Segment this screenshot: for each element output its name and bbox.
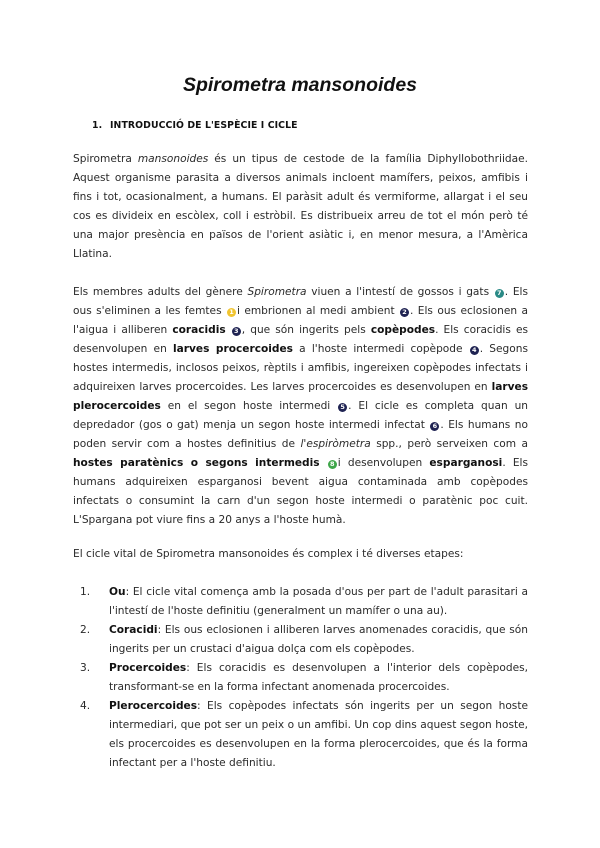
text-run-bold: coracidis bbox=[172, 324, 226, 336]
lifecycle-paragraph bbox=[73, 283, 528, 530]
text-run: i desenvolupen bbox=[337, 457, 430, 469]
text-run-italic: Spirometra bbox=[247, 286, 307, 298]
list-item bbox=[80, 697, 528, 773]
list-text: : Els copèpodes infectats són ingerits per un segon hoste intermediari, que pot ser un peix o un amfibi. Un cop dins aquest segon hoste, els procercoides es desenvolupen en la forma plerocercoides, que és la forma infectant per a l'hoste definitiu. bbox=[109, 700, 528, 769]
stages-list bbox=[80, 583, 528, 773]
step-badge-icon: 1 bbox=[227, 308, 236, 317]
step-badge-icon: 6 bbox=[430, 422, 439, 431]
text-run: viuen a l'intestí de gossos i gats bbox=[306, 286, 494, 298]
list-term: Procercoides bbox=[109, 662, 187, 674]
list-item bbox=[80, 659, 528, 697]
text-run-italic: l'espiròmetra bbox=[300, 438, 371, 450]
text-run: spp., però serveixen com a bbox=[370, 438, 528, 450]
section-label: INTRODUCCIÓ DE L'ESPÈCIE I CICLE bbox=[110, 120, 298, 131]
text-run-bold: hostes paratènics o segons intermedis bbox=[73, 457, 320, 469]
text-run: a l'hoste intermedi copèpode bbox=[292, 343, 469, 355]
step-badge-icon: 2 bbox=[400, 308, 409, 317]
list-number: 4. bbox=[80, 700, 91, 712]
text-run: i embrionen al medi ambient bbox=[236, 305, 400, 317]
text-run-bold: larves plerocercoides bbox=[73, 381, 528, 412]
step-badge-icon: 3 bbox=[232, 327, 241, 336]
list-term: Coracidi bbox=[109, 624, 158, 636]
step-badge-icon: 5 bbox=[338, 403, 347, 412]
text-run: . Els ous s'eliminen a les femtes bbox=[73, 286, 528, 317]
text-run-bold: esparganosi bbox=[429, 457, 503, 469]
text-run: . Els humans no poden servir com a hostes definitius de bbox=[73, 419, 529, 450]
list-item bbox=[80, 621, 528, 659]
text-run: en el segon hoste intermedi bbox=[160, 400, 338, 412]
text-run-bold: larves procercoides bbox=[173, 343, 293, 355]
section-heading bbox=[92, 120, 298, 131]
text-run: Els membres adults del gènere bbox=[73, 286, 248, 298]
list-text: : Els coracidis es desenvolupen a l'interior dels copèpodes, transformant-se en la forma infectant anomenada procercoides. bbox=[109, 662, 528, 693]
text-run-italic: mansonoides bbox=[137, 153, 209, 165]
list-item bbox=[80, 583, 528, 621]
list-number: 3. bbox=[80, 662, 91, 674]
text-run: Spirometra bbox=[73, 153, 138, 165]
step-badge-icon: 4 bbox=[470, 346, 479, 355]
text-run: . Els coracidis es desenvolupen en bbox=[73, 324, 529, 355]
text-run: , que són ingerits pels bbox=[241, 324, 371, 336]
step-badge-icon: 7 bbox=[495, 289, 504, 298]
text-run: és un tipus de cestode de la família Diphyllobothriidae. Aquest organisme parasita a diversos animals incloent mamífers, peixos, amfibis i fins i tot, ocasionalment, a humans. El paràsit adult és vermiforme, allargat i el seu cos es divideix en escòlex, coll i estròbil. Es distribueix arreu de tot el món però té una major presència en països de l'orient asiàtic i, en menor mesura, a l'Amèrica Llatina. bbox=[73, 153, 528, 260]
page-title: Spirometra mansonoides bbox=[182, 74, 418, 96]
text-run-bold: copèpodes bbox=[370, 324, 436, 336]
list-term: Ou bbox=[109, 586, 126, 598]
list-number: 2. bbox=[80, 624, 91, 636]
list-number: 1. bbox=[80, 586, 91, 598]
stages-intro: El cicle vital de Spirometra mansonoides és complex i té diverses etapes: bbox=[73, 548, 464, 560]
list-term: Plerocercoides bbox=[109, 700, 198, 712]
list-text: : El cicle vital comença amb la posada d'ous per part de l'adult parasitari a l'intestí de l'hoste definitiu (generalment un mamífer o una au). bbox=[109, 586, 528, 617]
step-badge-icon: 8 bbox=[328, 460, 337, 469]
intro-paragraph bbox=[73, 150, 528, 264]
text-run: . Els humans adquireixen esparganosi bevent aigua contaminada amb copèpodes infectats o consumint la carn d'un segon hoste intermedi o paratènic poc cuit. L'Spargana pot viure fins a 20 anys a l'hoste humà. bbox=[73, 457, 528, 526]
text-run: . El cicle es completa quan un depredador (gos o gat) menja un segon hoste intermedi infectat bbox=[73, 400, 528, 431]
section-number: 1. bbox=[92, 120, 103, 131]
text-run: . Segons hostes intermedis, inclosos peixos, rèptils i amfibis, ingereixen copèpodes infectats i adquireixen larves procercoides. Les larves procercoides es desenvolupen en bbox=[73, 343, 528, 393]
text-run: . Els ous eclosionen a l'aigua i alliberen bbox=[73, 305, 528, 336]
list-text: : Els ous eclosionen i alliberen larves anomenades coracidis, que són ingerits per un crustaci d'aigua dolça com els copèpodes. bbox=[109, 624, 528, 655]
